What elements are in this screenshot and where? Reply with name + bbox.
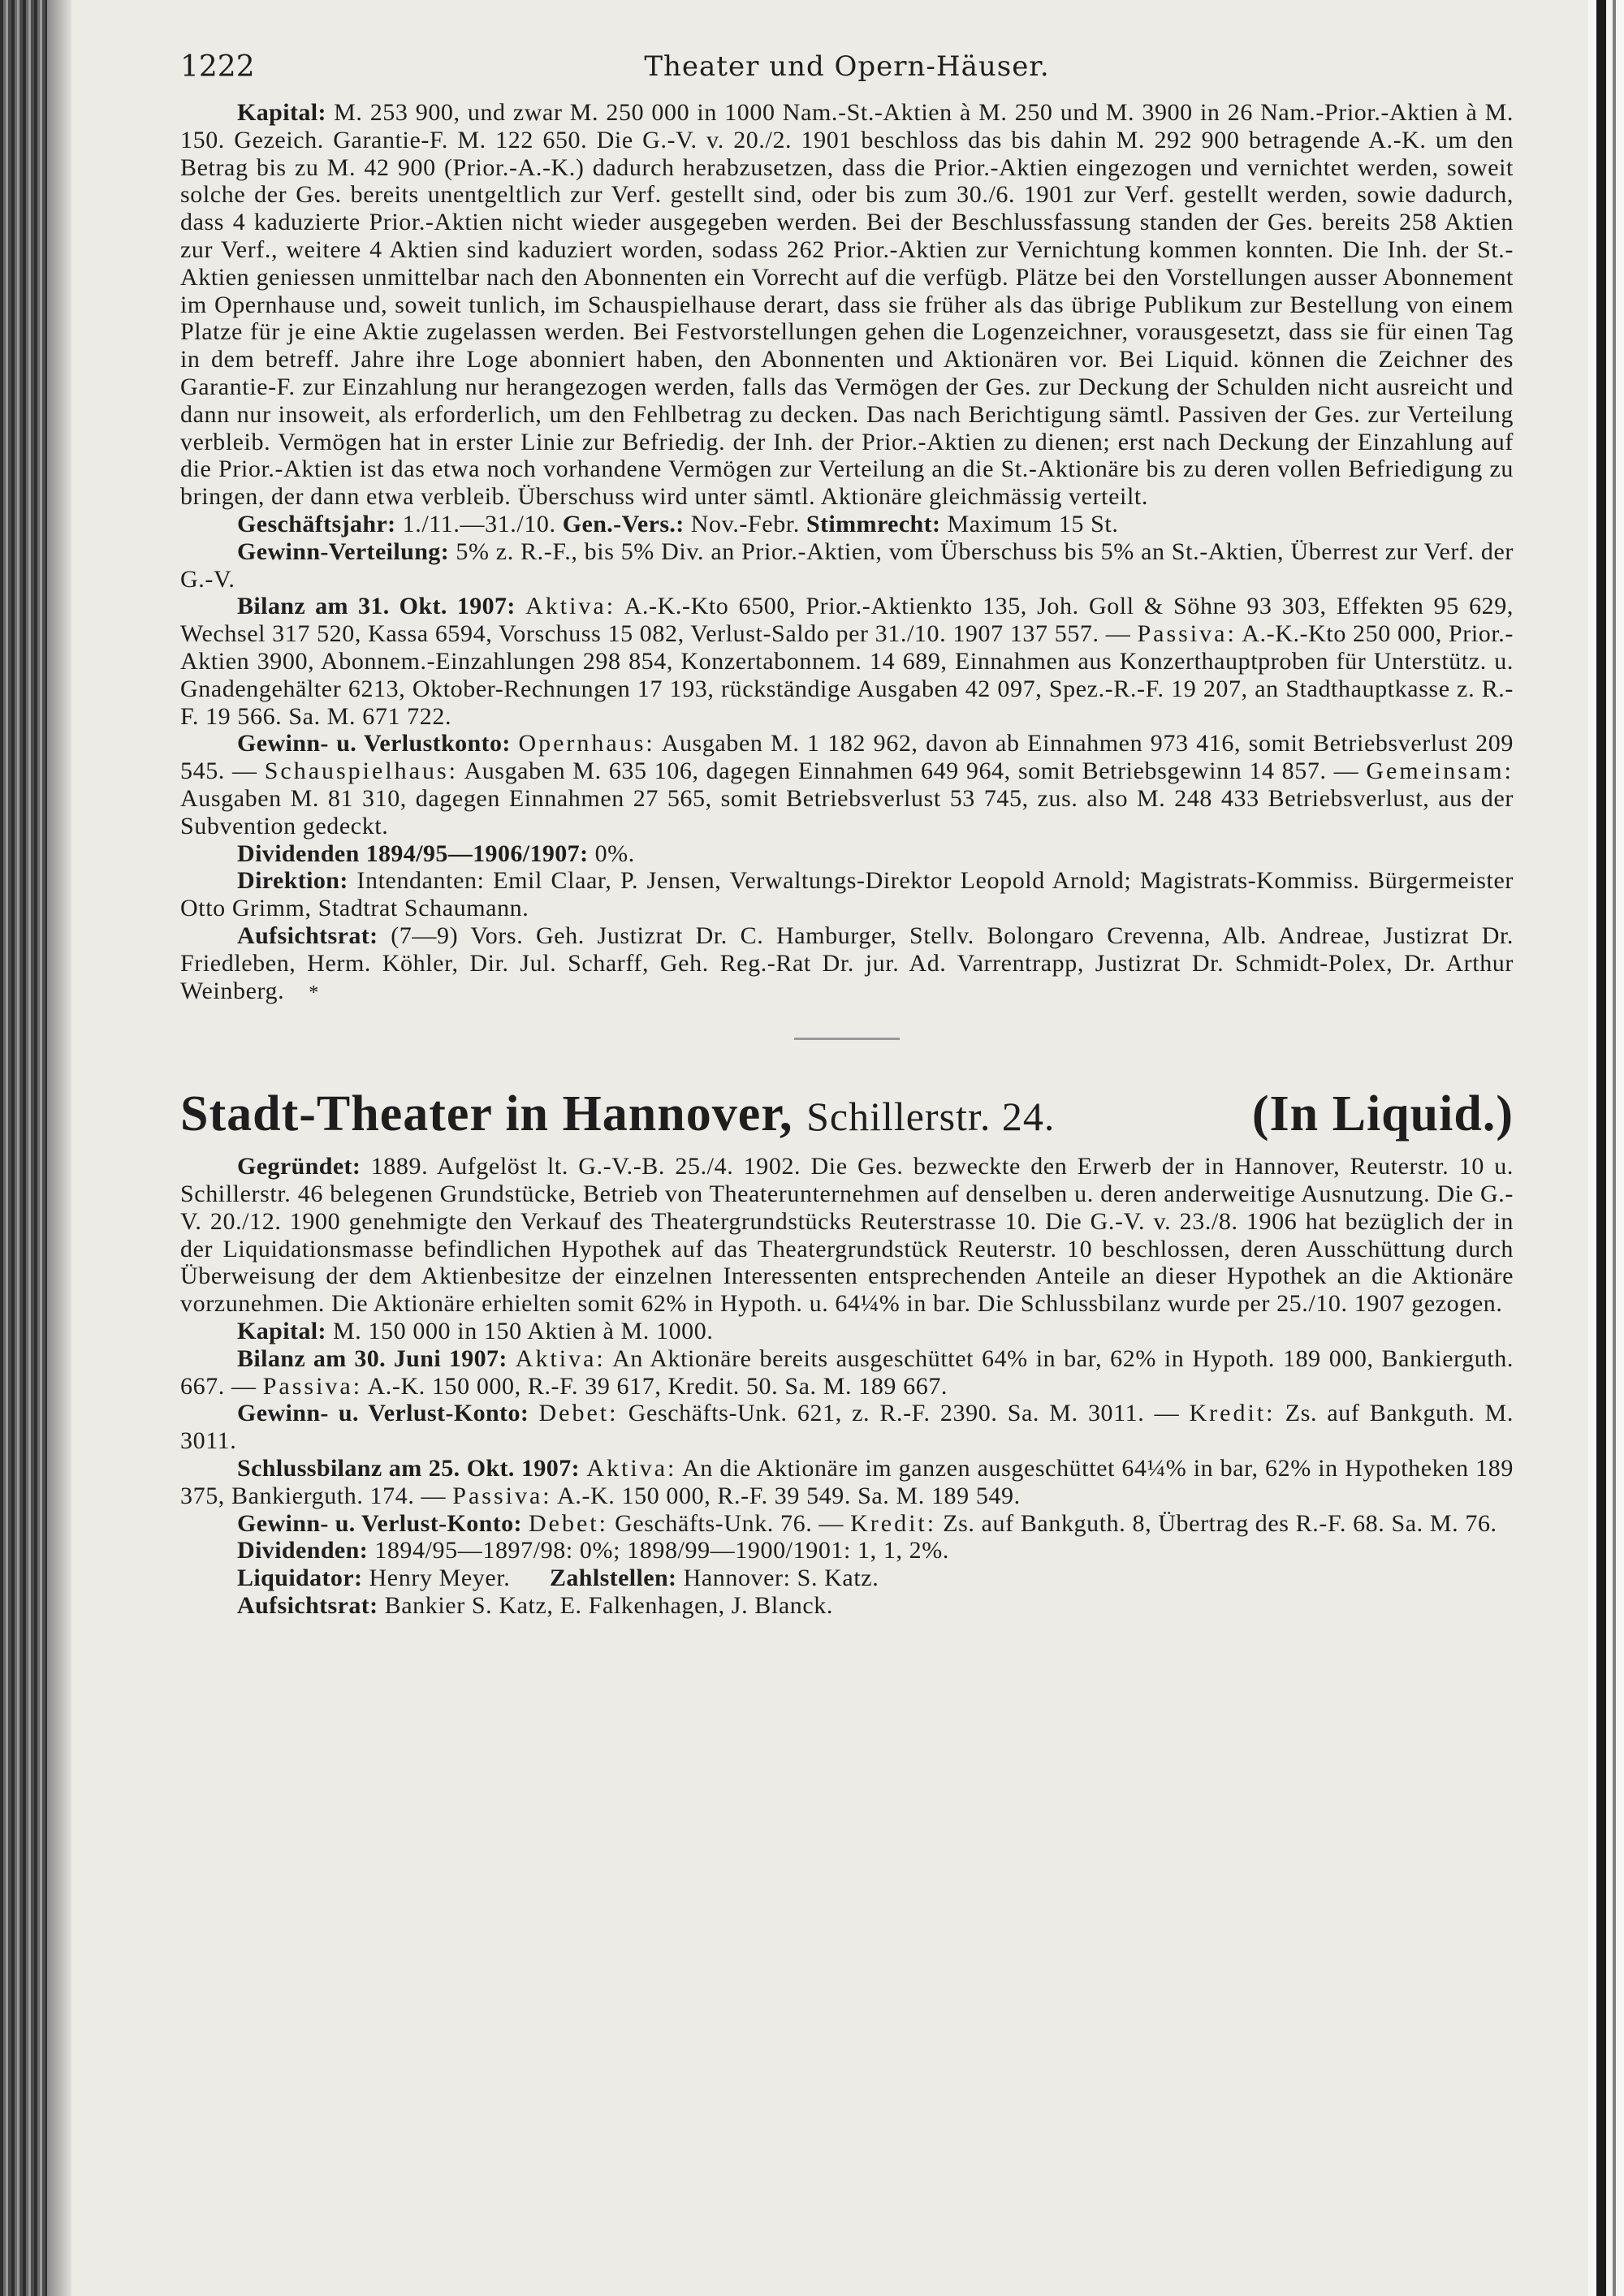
- geschaeftsjahr-text: 1./11.—31./10.: [402, 510, 556, 537]
- aufsichtsrat-paragraph: [180, 922, 1514, 1007]
- bilanz-passiva-text: A.-K.-Kto 250 000, Prior.-Aktien 3900, Abonnem.-Einzahlungen 298 854, Konzertabonnem. 14 689, Einnahmen aus Konzerthauptproben für Unterstütz. u. Gnadengehälter 6213, Oktober-Rechnungen 17 193, rückständige Ausgaben 42 097, Spez.-R.-F. 19 207, an Stadthauptkasse z. R.-F. 19 566. Sa. M. 671 722.: [180, 620, 1514, 730]
- direktion-label: Direktion:: [237, 867, 348, 895]
- kapital2-text: M. 150 000 in 150 Aktien à M. 1000.: [332, 1318, 714, 1345]
- schlussbilanz-label: Schlussbilanz am 25. Okt. 1907:: [237, 1455, 580, 1482]
- company-name: Stadt-Theater in Hannover,: [180, 1086, 793, 1142]
- bilanz-aktiva-word: Aktiva:: [525, 593, 616, 620]
- schlussbilanz-passiva-text: A.-K. 150 000, R.-F. 39 549. Sa. M. 189 549.: [557, 1482, 1021, 1509]
- guv2b-paragraph: [180, 1510, 1514, 1538]
- running-header: [180, 50, 1514, 99]
- dividenden-paragraph: [180, 840, 1514, 868]
- gegruendet-text: 1889. Aufgelöst lt. G.-V.-B. 25./4. 1902. Die Ges. bezweckte den Erwerb der in Hannover, Reuterstr. 10 u. Schillerstr. 46 belegenen Grundstücke, Betrieb von Theaterunternehmen auf denselben u. deren anderweitige Ausnutzung. Die G.-V. 20./12. 1900 genehmigte den Verkauf des Theatergrundstücks Reuterstrasse 10. Die G.-V. v. 23./8. 1906 hat bezüglich der in der Liquidationsmasse befindlichen Hypothek auf das Theatergrundstück Reuterstr. 10 beschlossen, deren Ausschüttung durch Überweisung der dem Aktienbesitze der einzelnen Interessenten entsprechenden Anteile an dieser Hypothek an die Aktionäre vorzunehmen. Die Aktionäre erhielten somit 62% in Hypoth. u. 64¼% in bar. Die Schlussbilanz wurde per 25./10. 1907 gezogen.: [180, 1153, 1514, 1318]
- gegruendet-label: Gegründet:: [237, 1153, 361, 1180]
- guv-opernhaus-word: Opernhaus:: [518, 730, 655, 757]
- guv2a-debet-word: Debet:: [538, 1400, 619, 1427]
- schlussbilanz-aktiva-word: Aktiva:: [586, 1455, 677, 1482]
- liquidator-text: Henry Meyer.: [369, 1564, 511, 1592]
- bilanz2-aktiva-text: An Aktionäre bereits ausgeschüttet 64% in bar, 62% in Hypoth. 189 000, Bankierguth. 667. —: [180, 1344, 1514, 1400]
- bilanz2-passiva-word: Passiva:: [262, 1372, 363, 1400]
- page-number: 1222: [180, 50, 255, 84]
- running-title: Theater und Opern-Häuser.: [644, 50, 1050, 83]
- bilanz-paragraph: [180, 593, 1514, 730]
- bilanz-passiva-word: Passiva:: [1137, 620, 1237, 648]
- guv2b-kredit-word: Kredit:: [850, 1509, 937, 1537]
- company-heading: [180, 1082, 1514, 1148]
- aufsichtsrat2-paragraph: [180, 1592, 1514, 1620]
- geschaeftsjahr-paragraph: [180, 511, 1514, 538]
- footnote-asterisk: *: [309, 982, 319, 1003]
- bilanz2-passiva-text: A.-K. 150 000, R.-F. 39 617, Kredit. 50. Sa. M. 189 667.: [367, 1372, 948, 1400]
- kapital2-label: Kapital:: [237, 1318, 326, 1345]
- zahlstellen-label: Zahlstellen:: [549, 1564, 677, 1592]
- schlussbilanz-passiva-word: Passiva:: [452, 1482, 552, 1509]
- geschaeftsjahr-label: Geschäftsjahr:: [237, 510, 396, 537]
- gegruendet-paragraph: [180, 1153, 1514, 1318]
- scan-right-edge: [1588, 0, 1624, 2296]
- section-frankfurt-theater: [180, 99, 1514, 1007]
- zahlstellen-text: Hannover: S. Katz.: [683, 1564, 879, 1592]
- guv2b-debet-word: Debet:: [528, 1509, 608, 1537]
- guv2a-debet-text: Geschäfts-Unk. 621, z. R.-F. 2390. Sa. M. 3011. —: [628, 1400, 1180, 1427]
- stimmrecht-label: Stimmrecht:: [806, 510, 941, 537]
- bilanz-aktiva-text: A.-K.-Kto 6500, Prior.-Aktienkto 135, Joh. Goll & Söhne 93 303, Effekten 95 629, Wechsel 317 520, Kassa 6594, Vorschuss 15 082, Verlust-Saldo per 31./10. 1907 137 557. —: [180, 593, 1514, 648]
- gen-vers-label: Gen.-Vers.:: [562, 510, 685, 537]
- schlussbilanz-aktiva-text: An die Aktionäre im ganzen ausgeschüttet 64¼% in bar, 62% in Hypotheken 189 375, Bankierguth. 174. —: [180, 1455, 1514, 1509]
- aufsichtsrat2-text: Bankier S. Katz, E. Falkenhagen, J. Blanck.: [384, 1592, 833, 1620]
- guv-gemeinsam-text: Ausgaben M. 81 310, dagegen Einnahmen 27 565, somit Betriebsverlust 53 745, zus. also M. 248 433 Betriebsverlust, aus der Subvention gedeckt.: [180, 784, 1514, 839]
- dividenden2-text: 1894/95—1897/98: 0%; 1898/99—1900/1901: 1, 1, 2%.: [374, 1537, 949, 1564]
- guv2a-kredit-word: Kredit:: [1189, 1400, 1276, 1427]
- scan-shadow: [47, 0, 71, 2296]
- guv2a-label: Gewinn- u. Verlust-Konto:: [237, 1400, 529, 1427]
- dividenden-label: Dividenden 1894/95—1906/1907:: [237, 839, 589, 867]
- company-street: Schillerstr. 24.: [806, 1094, 1056, 1140]
- guv2b-label: Gewinn- u. Verlust-Konto:: [237, 1509, 522, 1537]
- liquidator-paragraph: [180, 1564, 1514, 1592]
- gen-vers-text: Nov.-Febr.: [690, 510, 800, 537]
- bilanz2-paragraph: [180, 1345, 1514, 1400]
- guv-gemeinsam-word: Gemeinsam:: [1366, 757, 1514, 785]
- gewinn-verteilung-label: Gewinn-Verteilung:: [237, 537, 450, 565]
- guv-schauspielhaus-word: Schauspielhaus:: [264, 757, 458, 785]
- direktion-paragraph: [180, 867, 1514, 922]
- dividenden2-paragraph: [180, 1537, 1514, 1564]
- liquidator-label: Liquidator:: [237, 1564, 363, 1592]
- aufsichtsrat2-label: Aufsichtsrat:: [237, 1592, 378, 1620]
- guv-opernhaus-text: Ausgaben M. 1 182 962, davon ab Einnahmen 973 416, somit Betriebsverlust 209 545. —: [180, 730, 1514, 785]
- section-hannover-theater: [180, 1082, 1514, 1620]
- kapital2-paragraph: [180, 1318, 1514, 1345]
- guv2a-kredit-text: Zs. auf Bankguth. M. 3011.: [180, 1400, 1514, 1455]
- bilanz2-label: Bilanz am 30. Juni 1907:: [237, 1344, 508, 1372]
- guv2b-kredit-text: Zs. auf Bankguth. 8, Übertrag des R.-F. 68. Sa. M. 76.: [943, 1509, 1497, 1537]
- document-page: [180, 50, 1514, 1620]
- kapital-text: M. 253 900, und zwar M. 250 000 in 1000 Nam.-St.-Aktien à M. 250 und M. 3900 in 26 Nam.-Prior.-Aktien à M. 150. Gezeich. Garantie-F. M. 122 650. Die G.-V. v. 20./2. 1901 beschloss das bis dahin M. 292 900 betragende A.-K. um den Betrag bis zu M. 42 900 (Prior.-A.-K.) dadurch herabzusetzen, dass die Prior.-Aktien eingezogen und vernichtet werden, soweit solche der Ges. bereits unentgeltlich zur Verf. gestellt sind, oder bis zum 30./6. 1901 zur Verf. gestellt werden, sowie dadurch, dass 4 kaduzierte Prior.-Aktien nicht wieder ausgegeben werden. Bei der Beschlussfassung standen der Ges. bereits 258 Aktien zur Verf., weitere 4 Aktien sind kaduziert worden, sodass 262 Prior.-Aktien zur Vernichtung kommen konnten. Die Inh. der St.-Aktien geniessen unmittelbar nach den Abonnenten ein Vorrecht auf die verfügb. Plätze bei den Vorstellungen ausser Abonnement im Opernhause und, soweit tunlich, im Schauspielhause derart, dass sie früher als das übrige Publikum zur Bestellung von einem Platze für je eine Aktie zugelassen werden. Bei Festvorstellungen gehen die Logenzeichner, vorausgesetzt, dass sie für einen Tag in dem betreff. Jahre ihre Loge abonniert haben, den Abonnenten und Aktionären vor. Bei Liquid. können die Zeichner des Garantie-F. zur Einzahlung nur herangezogen werden, falls das Vermögen der Ges. zur Deckung der Schulden nicht ausreicht und dann nur insoweit, als erforderlich, um den Fehlbetrag zu decken. Das nach Berichtigung sämtl. Passiven der Ges. zur Verteilung verbleib. Vermögen hat in erster Linie zur Befriedig. der Inh. der Prior.-Aktien zu dienen; erst nach Deckung der Einzahlung auf die Prior.-Aktien ist das etwa noch vorhandene Vermögen zur Verteilung an die St.-Aktionäre bis zu deren vollen Befriedigung zu bringen, der dann etwa verbleib. Überschuss wird unter sämtl. Aktionäre gleichmässig verteilt.: [180, 99, 1514, 511]
- bilanz2-aktiva-word: Aktiva:: [515, 1344, 606, 1372]
- guv-paragraph: [180, 730, 1514, 839]
- kapital-label: Kapital:: [237, 99, 326, 126]
- guv-label: Gewinn- u. Verlustkonto:: [237, 730, 511, 757]
- section-separator: [794, 1038, 900, 1040]
- dividenden2-label: Dividenden:: [237, 1537, 369, 1564]
- stimmrecht-text: Maximum 15 St.: [947, 510, 1119, 537]
- bilanz-label: Bilanz am 31. Okt. 1907:: [237, 593, 516, 620]
- dividenden-text: 0%.: [594, 839, 635, 867]
- guv-schauspielhaus-text: Ausgaben M. 635 106, dagegen Einnahmen 649 964, somit Betriebsgewinn 14 857. —: [464, 757, 1359, 785]
- gewinn-verteilung-paragraph: [180, 538, 1514, 593]
- kapital-paragraph: [180, 99, 1514, 511]
- liquidation-status: (In Liquid.): [1251, 1086, 1514, 1142]
- schlussbilanz-paragraph: [180, 1455, 1514, 1510]
- guv2b-debet-text: Geschäfts-Unk. 76. —: [615, 1509, 844, 1537]
- aufsichtsrat-label: Aufsichtsrat:: [237, 921, 378, 949]
- aufsichtsrat-text: (7—9) Vors. Geh. Justizrat Dr. C. Hamburger, Stellv. Bolongaro Crevenna, Alb. Andreae, Justizrat Dr. Friedleben, Herm. Köhler, Dir. Jul. Scharff, Geh. Reg.-Rat Dr. jur. Ad. Varrentrapp, Justizrat Dr. Schmidt-Polex, Dr. Arthur Weinberg.: [180, 921, 1514, 1004]
- scan-binding-edge: [0, 0, 47, 2296]
- gewinn-verteilung-text: 5% z. R.-F., bis 5% Div. an Prior.-Aktien, vom Überschuss bis 5% an St.-Aktien, Überrest zur Verf. der G.-V.: [180, 537, 1514, 593]
- direktion-text: Intendanten: Emil Claar, P. Jensen, Verwaltungs-Direktor Leopold Arnold; Magistrats-Kommiss. Bürgermeister Otto Grimm, Stadtrat Schaumann.: [180, 867, 1514, 922]
- guv2a-paragraph: [180, 1400, 1514, 1455]
